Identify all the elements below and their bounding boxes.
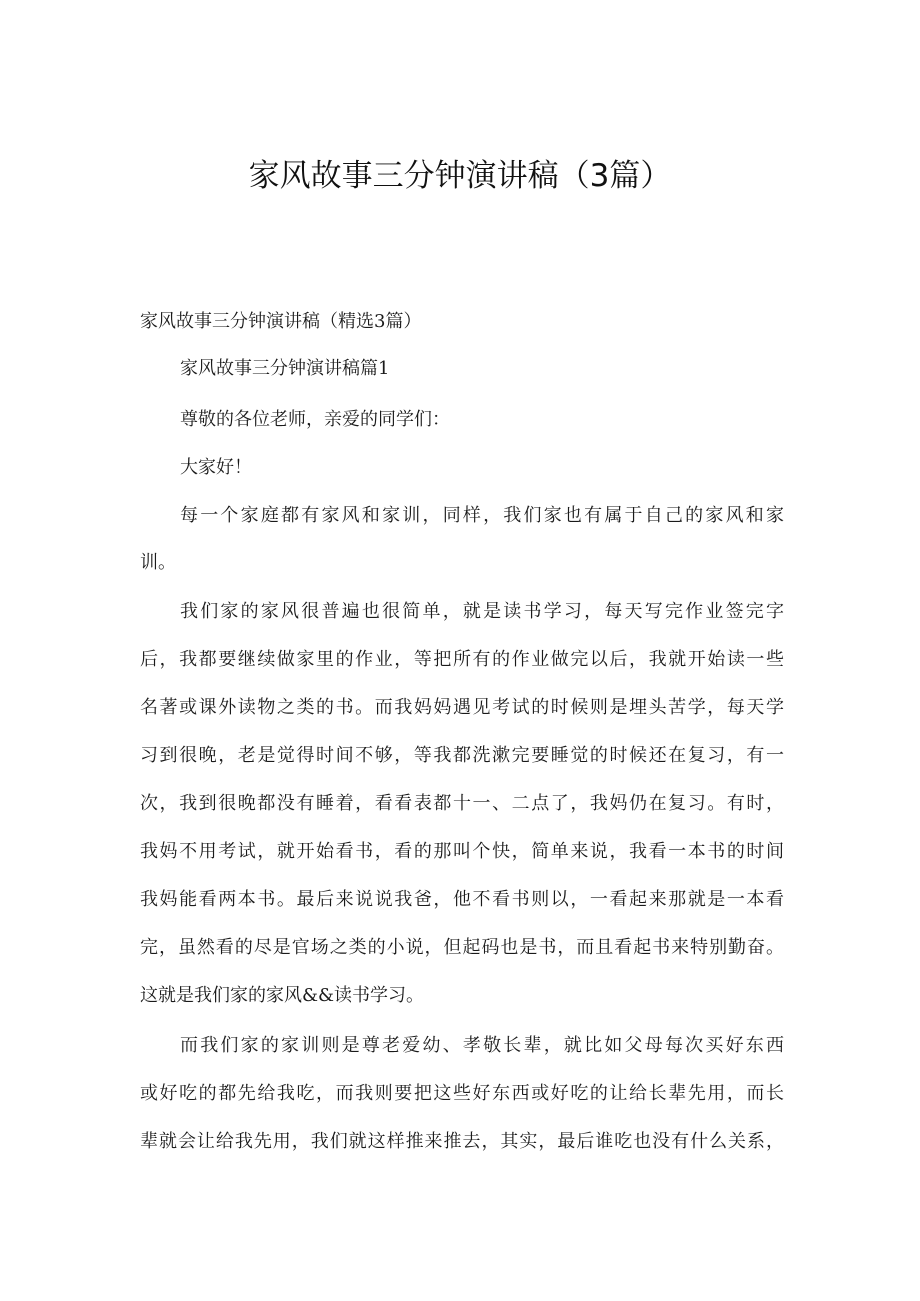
paragraph-line: 训。 [140,552,176,573]
section-heading: 家风故事三分钟演讲稿篇1 [180,358,390,379]
document-title: 家风故事三分钟演讲稿（3篇） [248,158,672,194]
greeting: 大家好！ [180,457,252,478]
paragraph-line: 后，我都要继续做家里的作业，等把所有的作业做完以后，我就开始读一些 [140,649,784,670]
paragraph-line: 这就是我们家的家风&&读书学习。 [140,985,425,1006]
paragraph-line: 我妈不用考试，就开始看书，看的那叫个快，简单来说，我看一本书的时间 [140,841,784,862]
paragraph-line: 每一个家庭都有家风和家训，同样，我们家也有属于自己的家风和家 [180,505,784,526]
paragraph-line: 我妈能看两本书。最后来说说我爸，他不看书则以，一看起来那就是一本看 [140,889,784,910]
paragraph-line: 我们家的家风很普遍也很简单，就是读书学习，每天写完作业签完字 [180,601,784,622]
paragraph-line: 习到很晚，老是觉得时间不够，等我都洗漱完要睡觉的时候还在复习，有一 [140,745,784,766]
paragraph-line: 或好吃的都先给我吃，而我则要把这些好东西或好吃的让给长辈先用，而长 [140,1083,784,1104]
paragraph-line: 而我们家的家训则是尊老爱幼、孝敬长辈，就比如父母每次买好东西 [180,1035,784,1056]
paragraph-line: 辈就会让给我先用，我们就这样推来推去，其实，最后谁吃也没有什么关系， [140,1131,784,1152]
paragraph-line: 名著或课外读物之类的书。而我妈妈遇见考试的时候则是埋头苦学，每天学 [140,697,784,718]
salutation: 尊敬的各位老师，亲爱的同学们： [180,409,450,430]
paragraph-line: 完，虽然看的尽是官场之类的小说，但起码也是书，而且看起书来特别勤奋。 [140,937,784,958]
document-subtitle: 家风故事三分钟演讲稿（精选3篇） [140,311,422,332]
paragraph-line: 次，我到很晚都没有睡着，看看表都十一、二点了，我妈仍在复习。有时， [140,793,784,814]
